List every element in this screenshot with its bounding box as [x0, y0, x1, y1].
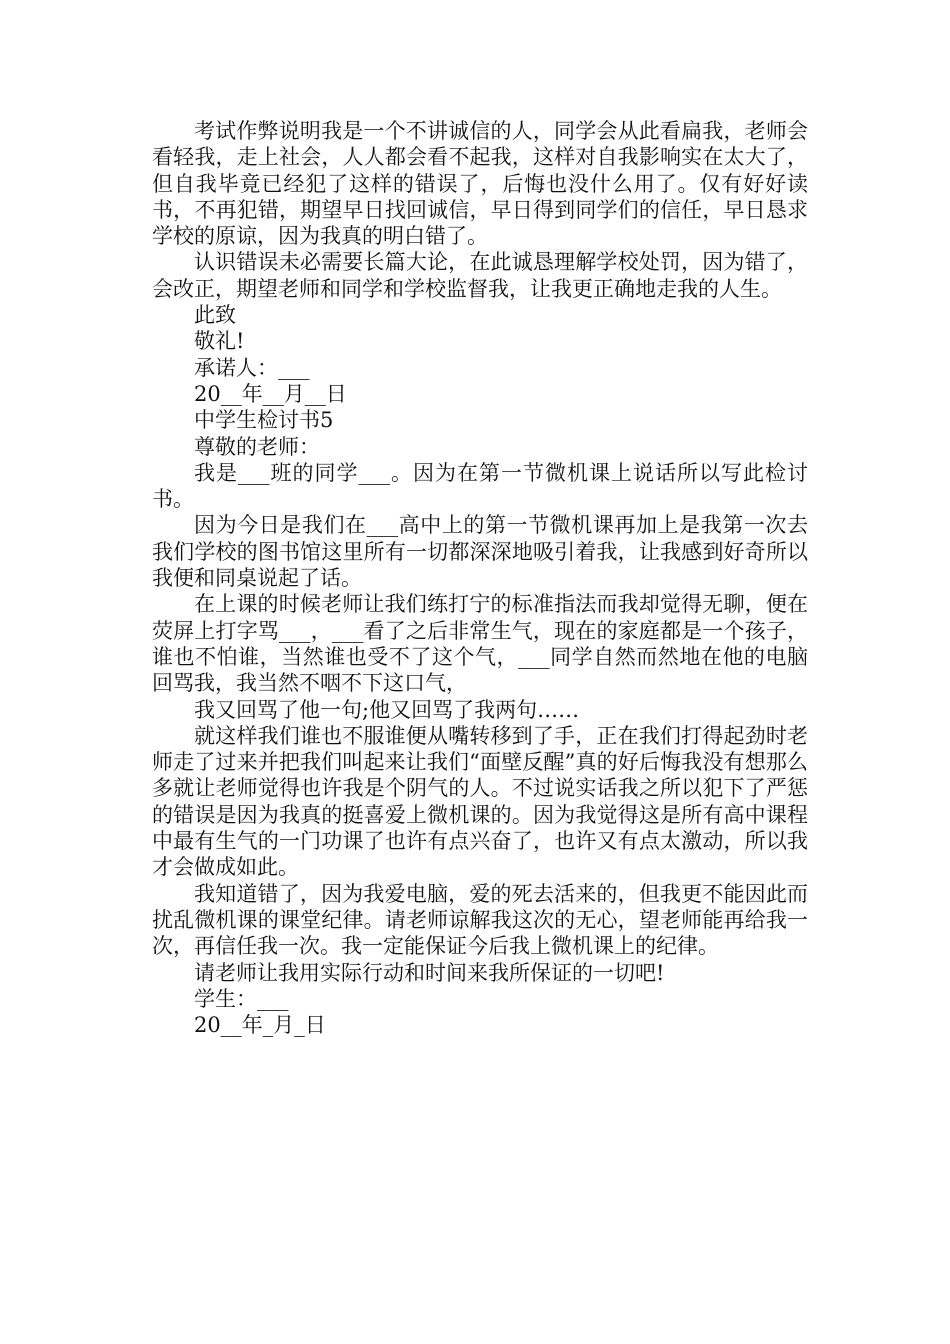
student-date-line: 20__年_月_日: [194, 1013, 326, 1038]
paragraph-2: 认识错误未必需要长篇大论，在此诚恳理解学校处罚，因为错了，会改正，期望老师和同学和学校监督我，让我更正确地走我的人生。: [152, 250, 808, 301]
paragraph-6: 我又回骂了他一句;他又回骂了我两句……: [194, 697, 580, 722]
paragraph-7: 就这样我们谁也不服谁便从嘴转移到了手，正在我们打得起劲时老师走了过来并把我们叫起来让我们“面壁反醒”真的好后悔我没有想那么多就让老师觉得也许我是个阴气的人。不过说实话我之所以犯下了严惩的错误是因为我真的挺喜爱上微机课的。因为我觉得这是所有高中课程中最有生气的一门功课了也许有点兴奋了，也许又有点太激动，所以我才会做成如此。: [152, 723, 808, 880]
document-body: [152, 118, 808, 1038]
paragraph-9: 请老师让我用实际行动和时间来我所保证的一切吧!: [194, 960, 665, 985]
signature-line: 承诺人：___: [194, 355, 310, 380]
date-line: 20__年__月__日: [194, 381, 347, 406]
student-signature-line: 学生：___: [194, 986, 289, 1011]
closing-regards: 敬礼!: [194, 329, 245, 354]
paragraph-8: 我知道错了，因为我爱电脑，爱的死去活来的，但我更不能因此而扰乱微机课的课堂纪律。请老师谅解我这次的无心，望老师能再给我一次，再信任我一次。我一定能保证今后我上微机课上的纪律。: [152, 881, 808, 959]
closing-salutation: 此致: [194, 303, 236, 328]
paragraph-3: 我是___班的同学___。因为在第一节微机课上说话所以写此检讨书。: [152, 460, 808, 512]
paragraph-4: 因为今日是我们在___高中上的第一节微机课再加上是我第一次去我们学校的图书馆这里所有一切都深深地吸引着我，让我感到好奇所以我便和同桌说起了话。: [152, 513, 808, 591]
paragraph-1: 考试作弊说明我是一个不讲诚信的人，同学会从此看扁我，老师会看轻我，走上社会，人人都会看不起我，这样对自我影响实在太大了，但自我毕竟已经犯了这样的错误了，后悔也没什么用了。仅有好好读书，不再犯错，期望早日找回诚信，早日得到同学们的信任，早日恳求学校的原谅，因为我真的明白错了。: [152, 119, 808, 249]
greeting: 尊敬的老师：: [194, 434, 320, 459]
section-title: 中学生检讨书5: [194, 408, 334, 433]
paragraph-5: 在上课的时候老师让我们练打宁的标准指法而我却觉得无聊，便在荧屏上打字骂___，___看了之后非常生气，现在的家庭都是一个孩子，谁也不怕谁，当然谁也受不了这个气，___同学自然而然地在他的电脑回骂我，我当然不咽不下这口气，: [152, 592, 808, 696]
